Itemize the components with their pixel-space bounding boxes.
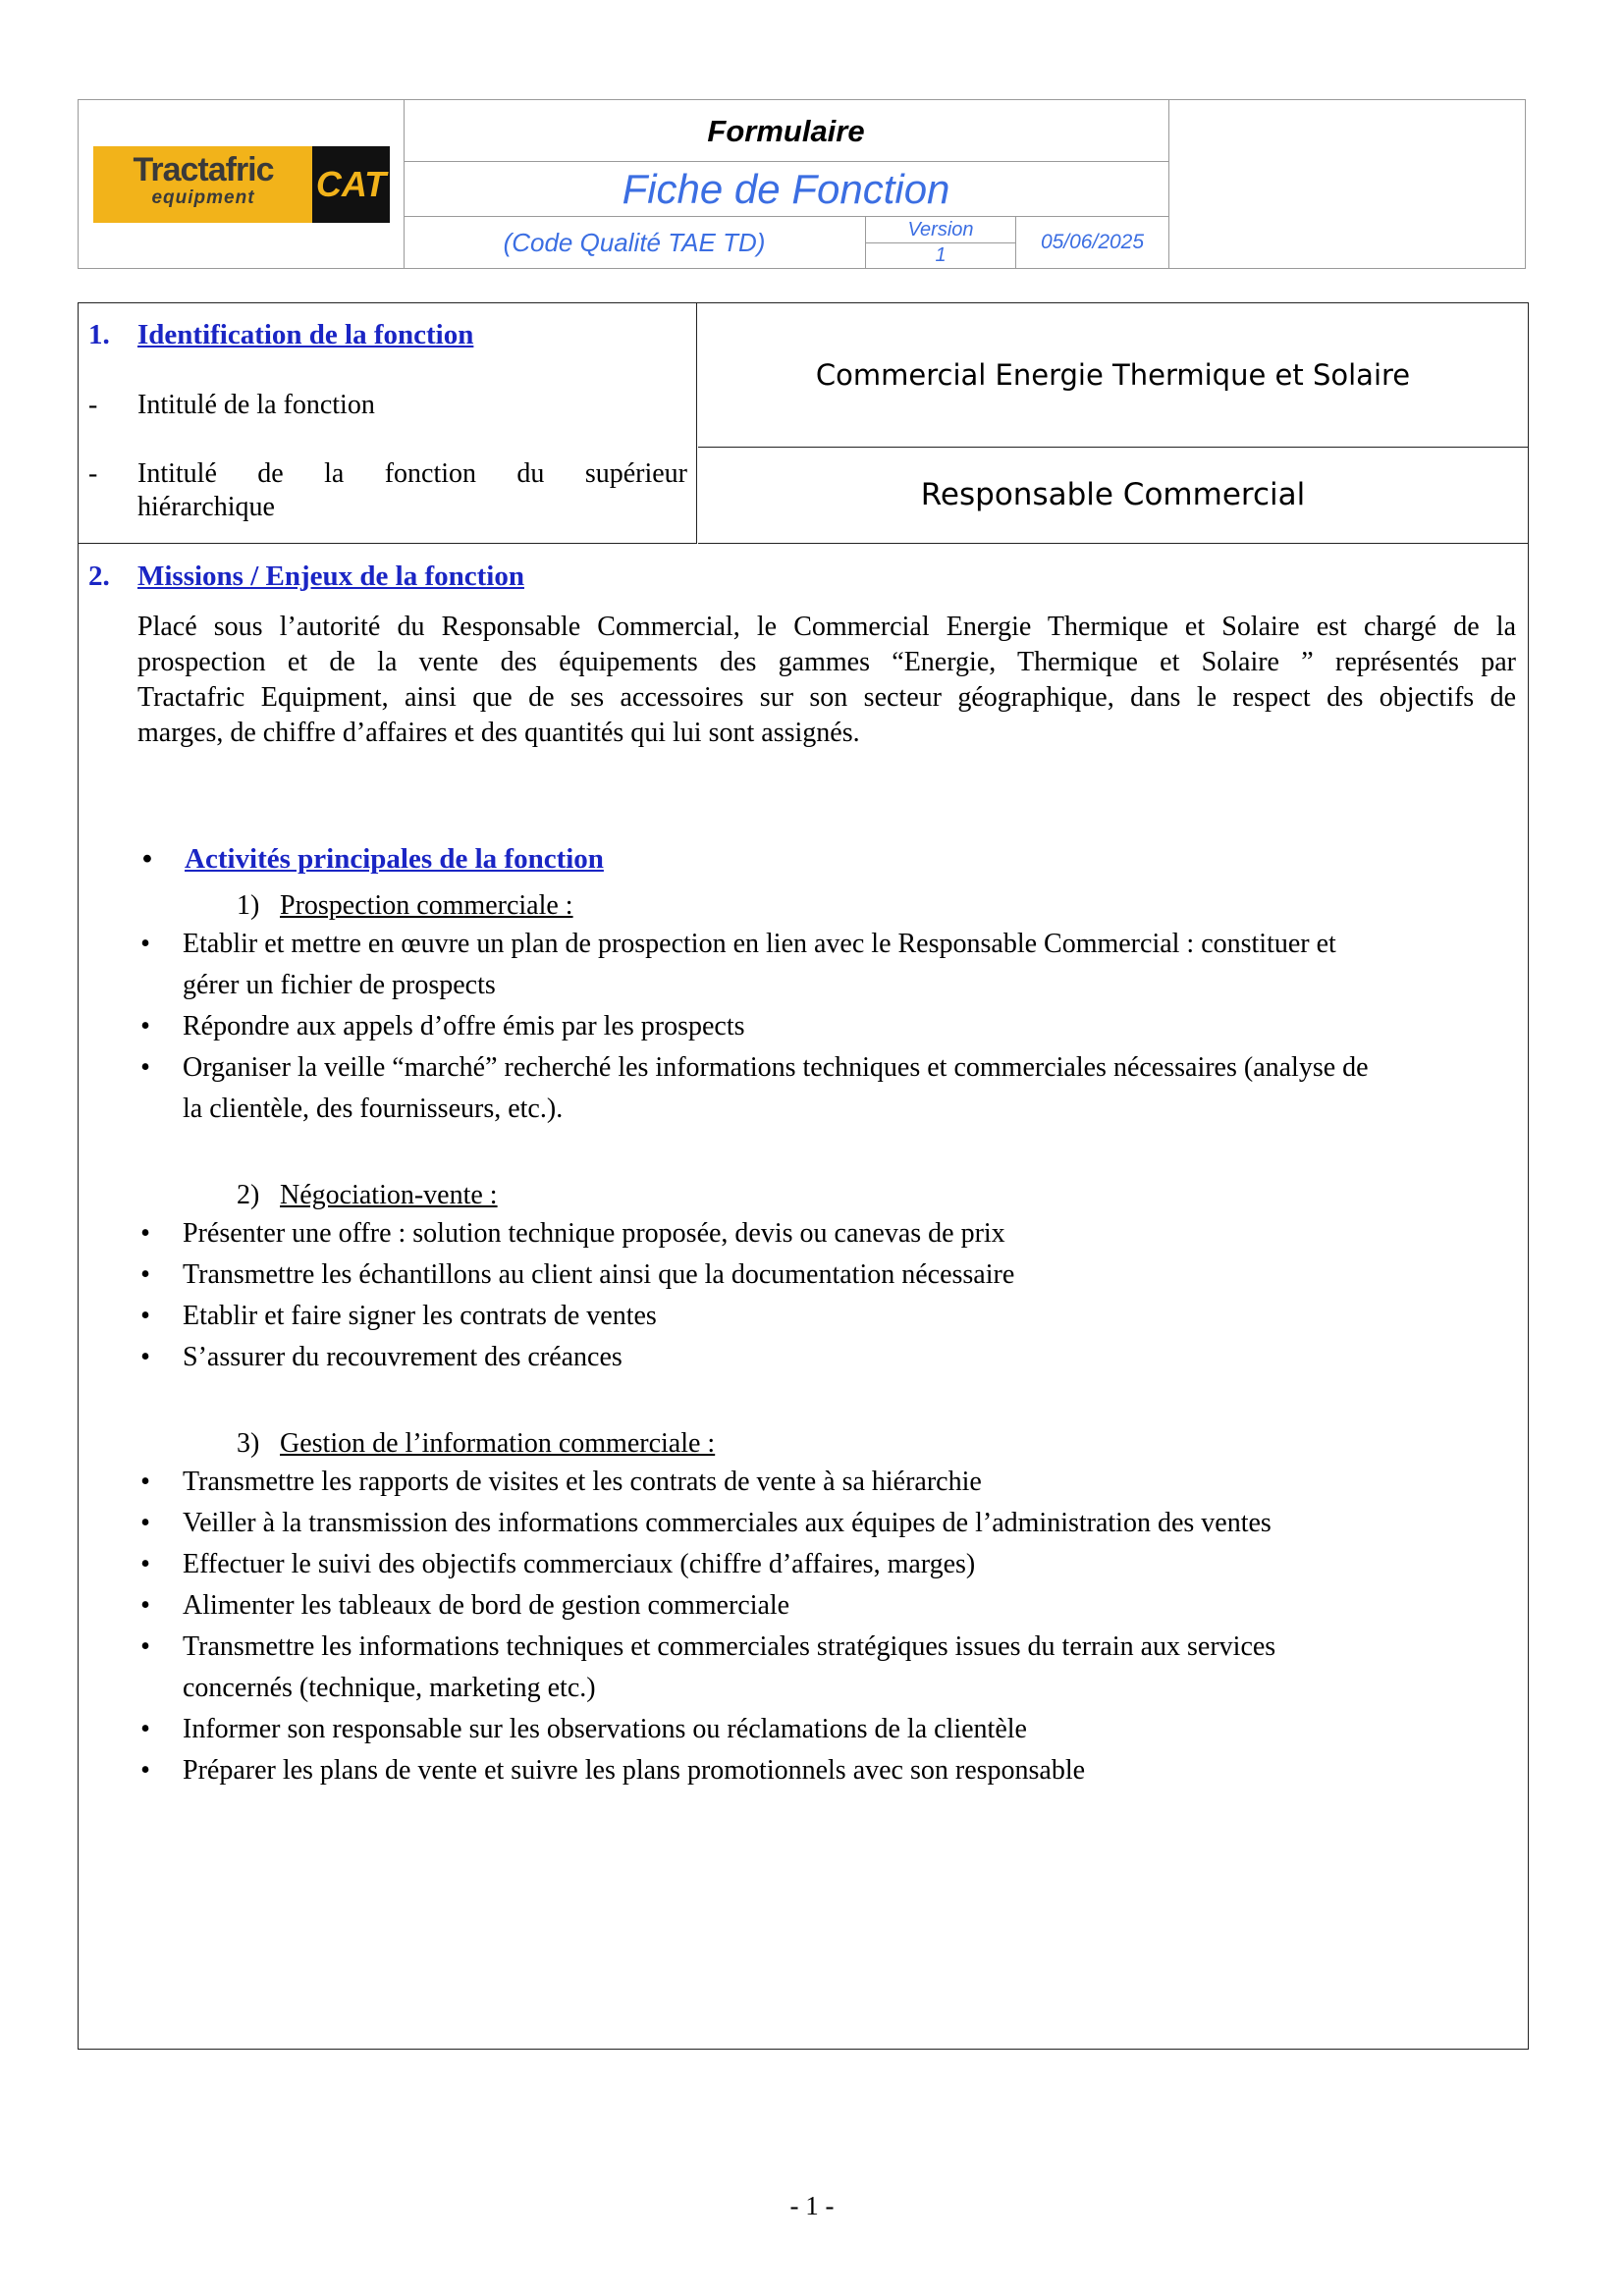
bullet-icon: •	[140, 1259, 150, 1290]
list-item-text: Transmettre les informations techniques et commerciales stratégiques issues du terrain aux services	[183, 1631, 1276, 1662]
list-item-text: la clientèle, des fournisseurs, etc.).	[183, 1094, 564, 1124]
job-description-box	[78, 302, 1529, 2050]
list-item-text: Veiller à la transmission des informations commerciales aux équipes de l’administration des ventes	[183, 1508, 1272, 1538]
version-label: Version	[866, 217, 1015, 243]
job-title-label: Intitulé de la fonction	[137, 390, 375, 420]
list-item-text: Informer son responsable sur les observations ou réclamations de la clientèle	[183, 1714, 1027, 1744]
bullet-icon: •	[140, 1342, 150, 1372]
bullet-icon: •	[140, 1631, 150, 1662]
logo-cell	[79, 100, 405, 268]
mission-line: marges, de chiffre d’affaires et des quantités qui lui sont assignés.	[137, 718, 860, 748]
list-item-text: Alimenter les tableaux de bord de gestion commerciale	[183, 1590, 790, 1621]
version-value: 1	[935, 244, 947, 266]
supervisor-title-value: Responsable Commercial	[698, 448, 1528, 544]
mission-line: prospection et de la vente des équipements des gammes “Energie, Thermique et Solaire ” représentés par	[137, 647, 1516, 677]
mission-paragraph	[137, 610, 1516, 751]
header-title-cell	[404, 100, 1169, 268]
list-item-text: Organiser la veille “marché” recherché les informations techniques et commerciales nécessaires (analyse de	[183, 1052, 1369, 1083]
bullet-icon: •	[140, 1549, 150, 1579]
cat-logo: CAT	[315, 164, 387, 204]
job-title-value: Commercial Energie Thermique et Solaire	[698, 303, 1528, 448]
version-cell	[866, 217, 1016, 268]
bullet-icon: •	[140, 1011, 150, 1041]
group-heading-gestion: 3) Gestion de l’information commerciale :	[237, 1428, 716, 1459]
document-date: 05/06/2025	[1040, 231, 1145, 253]
page-number: - 1 -	[789, 2191, 835, 2220]
section1-number: 1.	[88, 319, 110, 350]
section2-title: Missions / Enjeux de la fonction	[137, 561, 524, 592]
list-item-text: Transmettre les rapports de visites et les contrats de vente à sa hiérarchie	[183, 1467, 982, 1497]
mission-line: Placé sous l’autorité du Responsable Commercial, le Commercial Energie Thermique et Solaire est chargé de la	[137, 612, 1516, 642]
section-identification: 1. Identification de la fonction - Intitulé de la fonction - Intitulé de la fonction du supérieur hiérarchique	[79, 303, 697, 544]
bullet-icon: •	[140, 1467, 150, 1497]
supervisor-label-line2: hiérarchique	[137, 492, 275, 522]
header-empty-cell	[1169, 100, 1525, 268]
bullet-icon: •	[140, 1218, 150, 1249]
list-item-text: S’assurer du recouvrement des créances	[183, 1342, 623, 1372]
list-item-text: Répondre aux appels d’offre émis par les prospects	[183, 1011, 745, 1041]
form-label: Formulaire	[404, 100, 1168, 162]
bullet-icon: •	[141, 843, 153, 875]
logo-brand: Tractafric	[133, 151, 274, 188]
list-item-text: gérer un fichier de prospects	[183, 970, 496, 1000]
section1-title: Identification de la fonction	[137, 319, 474, 350]
list-item-text: Transmettre les échantillons au client ainsi que la documentation nécessaire	[183, 1259, 1015, 1290]
group-heading-negociation: 2) Négociation-vente :	[237, 1180, 498, 1210]
list-item-text: concernés (technique, marketing etc.)	[183, 1673, 596, 1703]
bullet-icon: •	[140, 1714, 150, 1744]
section2-number: 2.	[88, 561, 110, 592]
bullet-icon: •	[140, 1590, 150, 1621]
logo-brand-sub: equipment	[151, 187, 255, 208]
bullet-icon: •	[140, 1508, 150, 1538]
document-title: Fiche de Fonction	[404, 162, 1168, 217]
supervisor-label-line1: Intitulé de la fonction du supérieur	[137, 458, 687, 489]
bullet-icon: •	[140, 1301, 150, 1331]
bullet-icon: •	[140, 1755, 150, 1786]
list-item-text: Présenter une offre : solution technique proposée, devis ou canevas de prix	[183, 1218, 1005, 1249]
list-item-text: Etablir et mettre en œuvre un plan de prospection en lien avec le Responsable Commercial : constituer et	[183, 929, 1336, 959]
activities-title: Activités principales de la fonction	[185, 843, 604, 875]
bullet-icon: •	[140, 929, 150, 959]
bullet-icon: •	[140, 1052, 150, 1083]
list-item-text: Préparer les plans de vente et suivre les plans promotionnels avec son responsable	[183, 1755, 1086, 1786]
list-item-text: Etablir et faire signer les contrats de ventes	[183, 1301, 657, 1331]
company-logo	[93, 146, 390, 223]
document-header	[78, 99, 1526, 269]
group-heading-prospection: 1) Prospection commerciale :	[237, 890, 573, 921]
list-item-text: Effectuer le suivi des objectifs commerciaux (chiffre d’affaires, marges)	[183, 1549, 976, 1579]
mission-line: Tractafric Equipment, ainsi que de ses accessoires sur son secteur géographique, dans le respect des objectifs de	[137, 682, 1516, 713]
code-quality: (Code Qualité TAE TD)	[404, 217, 866, 268]
